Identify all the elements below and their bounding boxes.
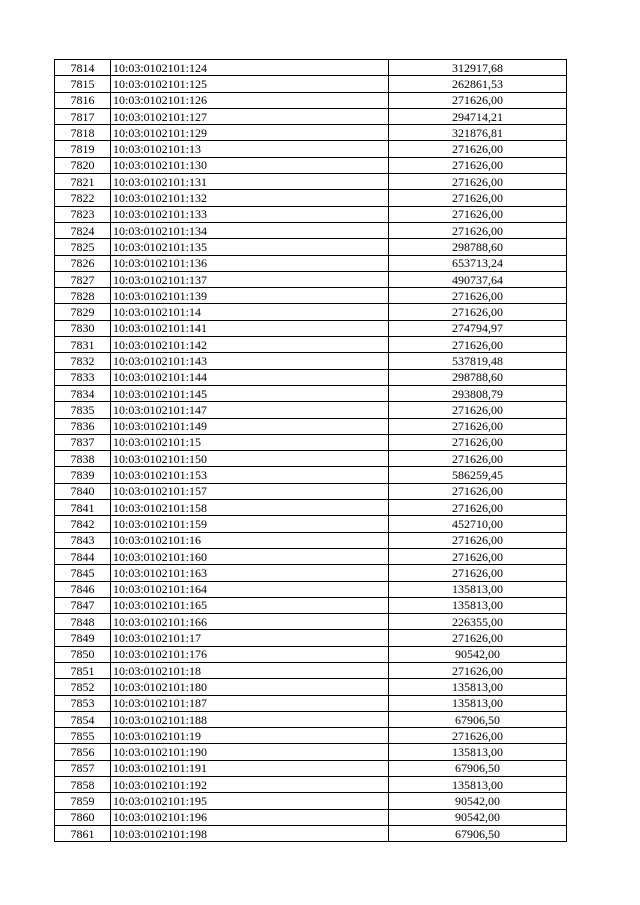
value-cell: 312917,68 xyxy=(389,60,567,76)
value-cell: 271626,00 xyxy=(389,157,567,173)
cadastral-number-cell: 10:03:0102101:139 xyxy=(111,288,389,304)
table-row xyxy=(55,646,567,662)
table-row xyxy=(55,695,567,711)
table-row xyxy=(55,451,567,467)
table-row xyxy=(55,76,567,92)
value-cell: 90542,00 xyxy=(389,809,567,825)
row-number-cell: 7824 xyxy=(55,222,111,238)
value-cell: 271626,00 xyxy=(389,630,567,646)
row-number-cell: 7822 xyxy=(55,190,111,206)
value-cell: 271626,00 xyxy=(389,288,567,304)
value-cell: 135813,00 xyxy=(389,695,567,711)
table-row xyxy=(55,239,567,255)
value-cell: 271626,00 xyxy=(389,92,567,108)
cadastral-number-cell: 10:03:0102101:14 xyxy=(111,304,389,320)
value-cell: 135813,00 xyxy=(389,597,567,613)
row-number-cell: 7848 xyxy=(55,614,111,630)
value-cell: 452710,00 xyxy=(389,516,567,532)
cadastral-number-cell: 10:03:0102101:157 xyxy=(111,483,389,499)
value-cell: 271626,00 xyxy=(389,206,567,222)
value-cell: 298788,60 xyxy=(389,239,567,255)
table-row xyxy=(55,108,567,124)
cadastral-number-cell: 10:03:0102101:159 xyxy=(111,516,389,532)
row-number-cell: 7820 xyxy=(55,157,111,173)
value-cell: 271626,00 xyxy=(389,662,567,678)
cadastral-number-cell: 10:03:0102101:143 xyxy=(111,353,389,369)
row-number-cell: 7855 xyxy=(55,728,111,744)
cadastral-number-cell: 10:03:0102101:142 xyxy=(111,337,389,353)
value-cell: 271626,00 xyxy=(389,434,567,450)
table-row xyxy=(55,500,567,516)
row-number-cell: 7851 xyxy=(55,662,111,678)
value-cell: 90542,00 xyxy=(389,646,567,662)
table-row xyxy=(55,728,567,744)
row-number-cell: 7819 xyxy=(55,141,111,157)
row-number-cell: 7837 xyxy=(55,434,111,450)
row-number-cell: 7852 xyxy=(55,679,111,695)
cadastral-number-cell: 10:03:0102101:13 xyxy=(111,141,389,157)
cadastral-value-table xyxy=(54,59,567,842)
cadastral-number-cell: 10:03:0102101:131 xyxy=(111,174,389,190)
row-number-cell: 7827 xyxy=(55,271,111,287)
row-number-cell: 7843 xyxy=(55,532,111,548)
table-row xyxy=(55,809,567,825)
row-number-cell: 7823 xyxy=(55,206,111,222)
cadastral-number-cell: 10:03:0102101:165 xyxy=(111,597,389,613)
table-row xyxy=(55,369,567,385)
row-number-cell: 7854 xyxy=(55,711,111,727)
value-cell: 135813,00 xyxy=(389,581,567,597)
row-number-cell: 7814 xyxy=(55,60,111,76)
value-cell: 271626,00 xyxy=(389,532,567,548)
table-row xyxy=(55,190,567,206)
cadastral-number-cell: 10:03:0102101:191 xyxy=(111,760,389,776)
value-cell: 271626,00 xyxy=(389,451,567,467)
table-row xyxy=(55,255,567,271)
table-row xyxy=(55,385,567,401)
value-cell: 293808,79 xyxy=(389,385,567,401)
value-cell: 274794,97 xyxy=(389,320,567,336)
row-number-cell: 7859 xyxy=(55,793,111,809)
cadastral-number-cell: 10:03:0102101:130 xyxy=(111,157,389,173)
table-row xyxy=(55,206,567,222)
table-row xyxy=(55,711,567,727)
table-row xyxy=(55,793,567,809)
row-number-cell: 7816 xyxy=(55,92,111,108)
row-number-cell: 7825 xyxy=(55,239,111,255)
table-row xyxy=(55,353,567,369)
row-number-cell: 7818 xyxy=(55,125,111,141)
cadastral-number-cell: 10:03:0102101:147 xyxy=(111,402,389,418)
value-cell: 537819,48 xyxy=(389,353,567,369)
value-cell: 271626,00 xyxy=(389,548,567,564)
row-number-cell: 7845 xyxy=(55,565,111,581)
row-number-cell: 7832 xyxy=(55,353,111,369)
table-row xyxy=(55,288,567,304)
table-row xyxy=(55,760,567,776)
cadastral-number-cell: 10:03:0102101:136 xyxy=(111,255,389,271)
row-number-cell: 7833 xyxy=(55,369,111,385)
row-number-cell: 7834 xyxy=(55,385,111,401)
table-row xyxy=(55,825,567,841)
cadastral-number-cell: 10:03:0102101:17 xyxy=(111,630,389,646)
value-cell: 135813,00 xyxy=(389,744,567,760)
table-row xyxy=(55,532,567,548)
value-cell: 271626,00 xyxy=(389,190,567,206)
table-row xyxy=(55,662,567,678)
cadastral-number-cell: 10:03:0102101:180 xyxy=(111,679,389,695)
cadastral-number-cell: 10:03:0102101:19 xyxy=(111,728,389,744)
row-number-cell: 7849 xyxy=(55,630,111,646)
value-cell: 321876,81 xyxy=(389,125,567,141)
cadastral-number-cell: 10:03:0102101:124 xyxy=(111,60,389,76)
cadastral-number-cell: 10:03:0102101:15 xyxy=(111,434,389,450)
row-number-cell: 7830 xyxy=(55,320,111,336)
row-number-cell: 7815 xyxy=(55,76,111,92)
value-cell: 90542,00 xyxy=(389,793,567,809)
table-row xyxy=(55,565,567,581)
cadastral-number-cell: 10:03:0102101:166 xyxy=(111,614,389,630)
table-row xyxy=(55,304,567,320)
cadastral-number-cell: 10:03:0102101:18 xyxy=(111,662,389,678)
row-number-cell: 7836 xyxy=(55,418,111,434)
cadastral-number-cell: 10:03:0102101:187 xyxy=(111,695,389,711)
cadastral-number-cell: 10:03:0102101:134 xyxy=(111,222,389,238)
value-cell: 135813,00 xyxy=(389,777,567,793)
cadastral-number-cell: 10:03:0102101:132 xyxy=(111,190,389,206)
value-cell: 271626,00 xyxy=(389,402,567,418)
cadastral-number-cell: 10:03:0102101:125 xyxy=(111,76,389,92)
cadastral-number-cell: 10:03:0102101:129 xyxy=(111,125,389,141)
cadastral-number-cell: 10:03:0102101:141 xyxy=(111,320,389,336)
table-row xyxy=(55,271,567,287)
table-row xyxy=(55,679,567,695)
row-number-cell: 7839 xyxy=(55,467,111,483)
row-number-cell: 7861 xyxy=(55,825,111,841)
value-cell: 271626,00 xyxy=(389,304,567,320)
value-cell: 653713,24 xyxy=(389,255,567,271)
table-row xyxy=(55,141,567,157)
cadastral-number-cell: 10:03:0102101:150 xyxy=(111,451,389,467)
cadastral-number-cell: 10:03:0102101:149 xyxy=(111,418,389,434)
table-row xyxy=(55,744,567,760)
value-cell: 262861,53 xyxy=(389,76,567,92)
table-row xyxy=(55,516,567,532)
value-cell: 271626,00 xyxy=(389,483,567,499)
row-number-cell: 7847 xyxy=(55,597,111,613)
table-row xyxy=(55,630,567,646)
cadastral-number-cell: 10:03:0102101:190 xyxy=(111,744,389,760)
cadastral-number-cell: 10:03:0102101:195 xyxy=(111,793,389,809)
cadastral-number-cell: 10:03:0102101:164 xyxy=(111,581,389,597)
value-cell: 586259,45 xyxy=(389,467,567,483)
table-row xyxy=(55,92,567,108)
cadastral-number-cell: 10:03:0102101:153 xyxy=(111,467,389,483)
value-cell: 298788,60 xyxy=(389,369,567,385)
table-row xyxy=(55,434,567,450)
cadastral-number-cell: 10:03:0102101:133 xyxy=(111,206,389,222)
cadastral-number-cell: 10:03:0102101:145 xyxy=(111,385,389,401)
cadastral-number-cell: 10:03:0102101:198 xyxy=(111,825,389,841)
row-number-cell: 7860 xyxy=(55,809,111,825)
table-row xyxy=(55,222,567,238)
value-cell: 67906,50 xyxy=(389,825,567,841)
table-row xyxy=(55,483,567,499)
cadastral-number-cell: 10:03:0102101:135 xyxy=(111,239,389,255)
value-cell: 490737,64 xyxy=(389,271,567,287)
cadastral-number-cell: 10:03:0102101:16 xyxy=(111,532,389,548)
value-cell: 67906,50 xyxy=(389,760,567,776)
value-cell: 135813,00 xyxy=(389,679,567,695)
row-number-cell: 7857 xyxy=(55,760,111,776)
cadastral-number-cell: 10:03:0102101:144 xyxy=(111,369,389,385)
table-row xyxy=(55,174,567,190)
row-number-cell: 7817 xyxy=(55,108,111,124)
row-number-cell: 7850 xyxy=(55,646,111,662)
table-row xyxy=(55,418,567,434)
row-number-cell: 7840 xyxy=(55,483,111,499)
table-row xyxy=(55,402,567,418)
value-cell: 271626,00 xyxy=(389,418,567,434)
cadastral-number-cell: 10:03:0102101:163 xyxy=(111,565,389,581)
value-cell: 271626,00 xyxy=(389,565,567,581)
table-row xyxy=(55,597,567,613)
table-row xyxy=(55,157,567,173)
cadastral-number-cell: 10:03:0102101:196 xyxy=(111,809,389,825)
row-number-cell: 7835 xyxy=(55,402,111,418)
cadastral-number-cell: 10:03:0102101:160 xyxy=(111,548,389,564)
table-row xyxy=(55,548,567,564)
row-number-cell: 7829 xyxy=(55,304,111,320)
value-cell: 271626,00 xyxy=(389,337,567,353)
table-row xyxy=(55,777,567,793)
row-number-cell: 7844 xyxy=(55,548,111,564)
row-number-cell: 7842 xyxy=(55,516,111,532)
table-row xyxy=(55,320,567,336)
row-number-cell: 7828 xyxy=(55,288,111,304)
value-cell: 271626,00 xyxy=(389,174,567,190)
cadastral-number-cell: 10:03:0102101:137 xyxy=(111,271,389,287)
value-cell: 271626,00 xyxy=(389,500,567,516)
row-number-cell: 7856 xyxy=(55,744,111,760)
cadastral-number-cell: 10:03:0102101:192 xyxy=(111,777,389,793)
row-number-cell: 7846 xyxy=(55,581,111,597)
cadastral-number-cell: 10:03:0102101:158 xyxy=(111,500,389,516)
table-row xyxy=(55,337,567,353)
row-number-cell: 7821 xyxy=(55,174,111,190)
cadastral-number-cell: 10:03:0102101:127 xyxy=(111,108,389,124)
value-cell: 294714,21 xyxy=(389,108,567,124)
row-number-cell: 7831 xyxy=(55,337,111,353)
table-row xyxy=(55,614,567,630)
table-row xyxy=(55,125,567,141)
table-row xyxy=(55,60,567,76)
row-number-cell: 7858 xyxy=(55,777,111,793)
table-row xyxy=(55,581,567,597)
cadastral-number-cell: 10:03:0102101:176 xyxy=(111,646,389,662)
row-number-cell: 7838 xyxy=(55,451,111,467)
cadastral-number-cell: 10:03:0102101:126 xyxy=(111,92,389,108)
row-number-cell: 7841 xyxy=(55,500,111,516)
value-cell: 271626,00 xyxy=(389,141,567,157)
value-cell: 271626,00 xyxy=(389,222,567,238)
value-cell: 226355,00 xyxy=(389,614,567,630)
value-cell: 271626,00 xyxy=(389,728,567,744)
row-number-cell: 7826 xyxy=(55,255,111,271)
row-number-cell: 7853 xyxy=(55,695,111,711)
value-cell: 67906,50 xyxy=(389,711,567,727)
cadastral-number-cell: 10:03:0102101:188 xyxy=(111,711,389,727)
table-row xyxy=(55,467,567,483)
table-body xyxy=(55,60,567,842)
